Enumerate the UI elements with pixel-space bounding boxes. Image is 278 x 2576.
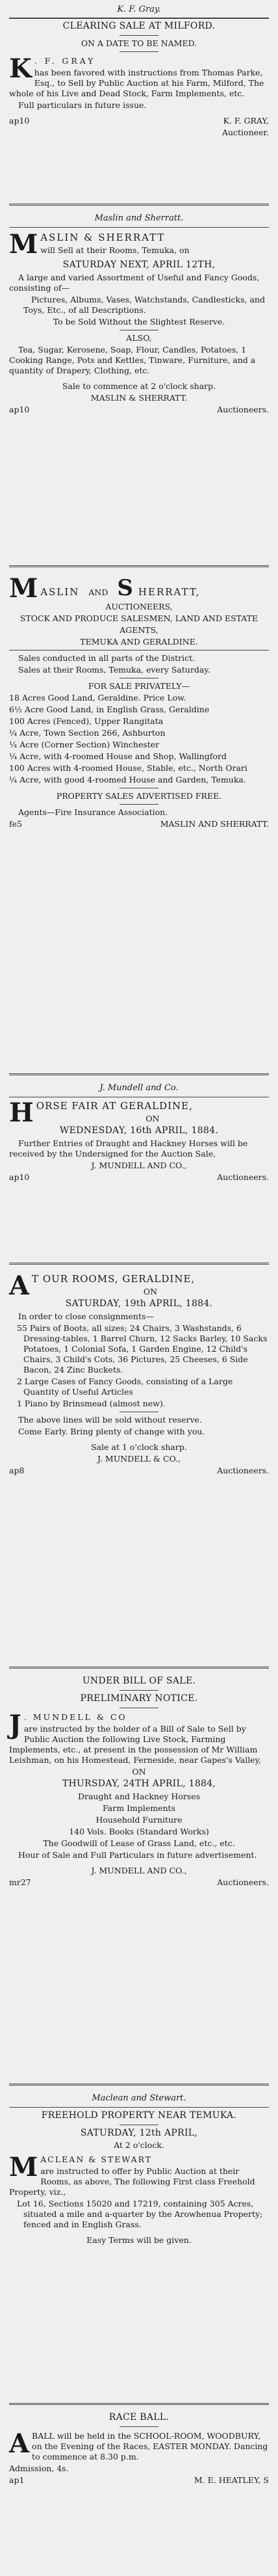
ad-header: J. Mundell and Co. xyxy=(99,1083,179,1093)
ad-title: FREEHOLD PROPERTY NEAR TEMUKA. xyxy=(41,2110,237,2121)
ad-header: K. F. Gray. xyxy=(117,5,161,14)
ad-date: SATURDAY NEXT, APRIL 12TH, xyxy=(62,259,216,270)
ad-reserve: To be Sold Without the Slightest Reserve. xyxy=(53,316,225,327)
ad-role: Auctioneers. xyxy=(217,404,269,414)
ad-come: Come Early. Bring plenty of change with you. xyxy=(18,1427,205,1437)
list-item: 140 Vols. Books (Standard Works) xyxy=(69,1826,209,1836)
ad-code: ap10 xyxy=(9,115,30,126)
ad-title-amp: AND xyxy=(88,587,108,597)
list-item: Household Furniture xyxy=(95,1814,183,1825)
list-item: The Goodwill of Lease of Grass Land, etc., etc. xyxy=(43,1838,235,1848)
drop-cap: A xyxy=(9,1270,30,1301)
ad-maslin-agents xyxy=(9,570,269,1070)
divider xyxy=(9,2107,269,2108)
list-item: 100 Acres (Fenced), Upper Rangitata xyxy=(9,716,164,726)
list-item: ¼ Acre, Town Section 266, Ashburton xyxy=(9,728,166,738)
ad-bill-of-sale xyxy=(9,1672,269,2080)
ad-also: ALSO, xyxy=(126,332,152,343)
ad-role: Auctioneers. xyxy=(217,1466,269,1476)
list-item: Farm Implements xyxy=(102,1803,175,1813)
advertisement-column xyxy=(9,0,269,2576)
divider xyxy=(9,2084,269,2086)
divider xyxy=(9,18,269,19)
ad-code: ap10 xyxy=(9,404,30,414)
ad-header: Maslin and Sherratt. xyxy=(94,213,184,223)
ad-lead: . F. GRAY xyxy=(34,55,96,66)
ad-body: are instructed by the holder of a Bill of Sale to Sell by Public Auction the following Live Stock, Farming Implements, etc., at present in the possession of Mr William Leishman, on his Homestead, Ferneside, near Gapes's Valley, xyxy=(9,1723,261,1765)
ad-note: Full particulars in future issue. xyxy=(18,100,147,110)
ad-signoff: J. MUNDELL AND CO., xyxy=(91,1160,187,1170)
ad-signoff: K. F. GRAY, xyxy=(223,115,269,126)
divider xyxy=(9,204,269,206)
stock-list xyxy=(9,1791,269,1849)
ad-date: THURSDAY, 24TH APRIL, 1884, xyxy=(62,1778,216,1789)
divider xyxy=(120,35,158,36)
ad-lot: Lot 16, Sections 15020 and 17219, containing 305 Acres, situated a mile and a-quarter by the Arowhenua Property; fenced and in English Grass. xyxy=(17,2199,263,2230)
ad-admission: Admission, 4s. xyxy=(9,2463,69,2473)
drop-cap: H xyxy=(9,1097,34,1128)
ad-hour: Hour of Sale and Full Particulars in future advertisement. xyxy=(18,1849,257,1860)
ad-body: has been favored with instructions from Thomas Parke, Esq., to Sell by Public Auction at his Farm, Milford, The whole of his Live and Dead Stock, Farm Implements, etc. xyxy=(9,67,264,98)
list-item: 100 Acres with 4-roomed House, Stable, etc., North Orari xyxy=(9,763,247,773)
divider xyxy=(120,51,158,52)
ad-freehold xyxy=(9,2089,269,2400)
divider xyxy=(9,2403,269,2405)
ad-intro: A large and varied Assortment of Useful and Fancy Goods, consisting of— xyxy=(9,272,260,293)
ad-body: are instructed to offer by Public Auction at their Rooms, as above, The following First class Freehold Property, viz., xyxy=(9,2166,255,2197)
divider xyxy=(9,565,269,567)
drop-cap: M xyxy=(9,228,38,260)
divider xyxy=(9,227,269,228)
drop-cap: J xyxy=(9,1709,21,1740)
list-item: 18 Acres Good Land, Geraldine. Price Low. xyxy=(9,693,186,703)
ad-race-ball xyxy=(9,2408,269,2576)
ad-title: ORSE FAIR AT GERALDINE, xyxy=(36,1099,193,1112)
ad-paragraph: Sales conducted in all parts of the District. xyxy=(18,653,196,663)
ad-also-body: Tea, Sugar, Kerosene, Soap, Flour, Candles, Potatoes, 1 Cooking Range, Pots and Kettles, Tinware, Furniture, and a quantity of Drapery, Clothing, etc. xyxy=(9,344,256,375)
ad-subtitle: ON A DATE TO BE NAMED. xyxy=(81,38,197,48)
ad-goods: Pictures, Albums, Vases, Watchstands, Candlesticks, and Toys, Etc., of all Descriptions. xyxy=(23,294,265,315)
ad-line: TEMUKA AND GERALDINE. xyxy=(80,637,198,647)
ad-intro: In order to close consignments— xyxy=(18,1311,154,1322)
ad-line: AGENTS, xyxy=(120,625,158,635)
ad-goods: 55 Pairs of Boots, all sizes; 24 Chairs, 3 Washstands, 6 Dressing-tables, 1 Barrel Churn, 12 Sacks Barley, 10 Sacks Potatoes, 1 Colonial Sofa, 1 Garden Engine, 12 Child's Chairs, 3 Child's Cots, 36 Pictures, 25 Cheeses, 6 Side Bacon, 24 Zinc Buckets. xyxy=(17,1323,268,1375)
list-item: ¼ Acre (Corner Section) Winchester xyxy=(9,740,160,749)
ad-on: ON xyxy=(143,1287,158,1297)
ad-code: mr27 xyxy=(9,1877,31,1887)
ad-code: fe5 xyxy=(9,819,22,829)
ad-code: ap1 xyxy=(9,2475,25,2485)
ad-time: Sale to commence at 2 o'clock sharp. xyxy=(62,381,216,391)
ad-paragraph: Sales at their Rooms, Temuka, every Saturday. xyxy=(18,665,210,675)
ad-clearing-sale xyxy=(9,0,269,200)
divider xyxy=(9,1263,269,1265)
ad-terms: Easy Terms will be given. xyxy=(86,2235,192,2246)
ad-lead: . MUNDELL & CO xyxy=(23,1711,127,1722)
ad-time: At 2 o'clock. xyxy=(114,2140,164,2151)
ad-line: STOCK AND PRODUCE SALESMEN, LAND AND ESTATE xyxy=(19,613,259,623)
ad-code: ap10 xyxy=(9,1172,30,1182)
ad-piano: 1 Piano by Brinsmead (almost new). xyxy=(17,1399,166,1409)
ad-property-note: PROPERTY SALES ADVERTISED FREE. xyxy=(56,791,222,801)
divider xyxy=(9,1073,269,1075)
ad-signoff: J. MUNDELL AND CO., xyxy=(91,1865,187,1875)
ad-date: SATURDAY, 19th APRIL, 1884. xyxy=(65,1298,213,1309)
list-item: ¼ Acre, with good 4-roomed House and Garden, Temuka. xyxy=(9,775,246,785)
ad-title: ASLIN & SHERRATT xyxy=(40,231,166,243)
ad-agents: Agents—Fire Insurance Association. xyxy=(18,807,168,817)
ad-signoff: MASLIN AND SHERRATT. xyxy=(160,819,269,829)
ad-geraldine-rooms xyxy=(9,1268,269,1663)
ad-title: CLEARING SALE AT MILFORD. xyxy=(62,20,216,31)
list-item: ¼ Acre, with 4-roomed House and Shop, Wallingford xyxy=(9,751,227,761)
divider xyxy=(120,804,158,805)
ad-signoff: J. MUNDELL & CO., xyxy=(97,1454,181,1464)
ad-time: Sale at 1 o'clock sharp. xyxy=(91,1442,187,1453)
ad-role: Auctioneer. xyxy=(221,127,269,137)
ad-subtitle: PRELIMINARY NOTICE. xyxy=(80,1693,198,1704)
drop-cap: K xyxy=(9,53,32,84)
ad-on: ON xyxy=(132,1766,146,1777)
ad-body: Further Entries of Draught and Hackney Horses will be received by the Undersigned for the Auction Sale, xyxy=(9,1138,248,1159)
ad-maslin-sale xyxy=(9,209,269,562)
ad-title: T OUR ROOMS, GERALDINE, xyxy=(32,1273,196,1285)
ad-title: UNDER BILL OF SALE. xyxy=(82,1676,196,1686)
ad-body: BALL will be held in the SCHOOL-ROOM, WOODBURY, on the Evening of the Races, EASTER MONDAY. Dancing to commence at 8.30 p.m. xyxy=(32,2430,268,2462)
ad-title-part: HERRATT, xyxy=(138,586,201,598)
ad-code: ap8 xyxy=(9,1466,25,1476)
divider xyxy=(120,1690,158,1691)
ad-date: SATURDAY, 12th APRIL, xyxy=(80,2127,198,2138)
drop-cap: S xyxy=(117,575,133,601)
drop-cap: M xyxy=(9,2152,38,2183)
ad-signoff: M. E. HEATLEY, S xyxy=(194,2475,269,2485)
drop-cap: M xyxy=(9,573,38,604)
ad-line: will Sell at their Rooms, Temuka, on xyxy=(40,245,190,255)
list-item: 6½ Acre Good Land, in English Grass, Geraldine xyxy=(9,704,210,714)
ad-reserve: The above lines will be sold without reserve. xyxy=(18,1415,202,1425)
drop-cap: A xyxy=(9,2428,30,2459)
ad-line: AUCTIONEERS, xyxy=(105,602,173,611)
ad-signoff: MASLIN & SHERRATT. xyxy=(90,392,188,403)
ad-horse-fair xyxy=(9,1079,269,1259)
divider xyxy=(9,1667,269,1669)
divider xyxy=(120,2426,158,2427)
ad-on: ON xyxy=(145,1113,160,1123)
ad-header: Maclean and Stewart. xyxy=(92,2093,186,2103)
ad-title-part: ASLIN xyxy=(40,586,80,598)
ad-cases: 2 Large Cases of Fancy Goods, consisting of a Large Quantity of Useful Articles xyxy=(17,1376,233,1397)
divider xyxy=(9,650,269,651)
ad-role: Auctioneers. xyxy=(217,1172,269,1182)
ad-role: Auctioneers. xyxy=(217,1877,269,1887)
list-item: Draught and Hackney Horses xyxy=(77,1791,201,1801)
ad-lead: ACLEAN & STEWART xyxy=(40,2154,153,2165)
ad-sale-title: FOR SALE PRIVATELY— xyxy=(88,681,190,691)
ad-date: WEDNESDAY, 16th APRIL, 1884. xyxy=(59,1125,219,1136)
ad-title: RACE BALL. xyxy=(108,2412,170,2422)
property-list xyxy=(9,693,269,785)
